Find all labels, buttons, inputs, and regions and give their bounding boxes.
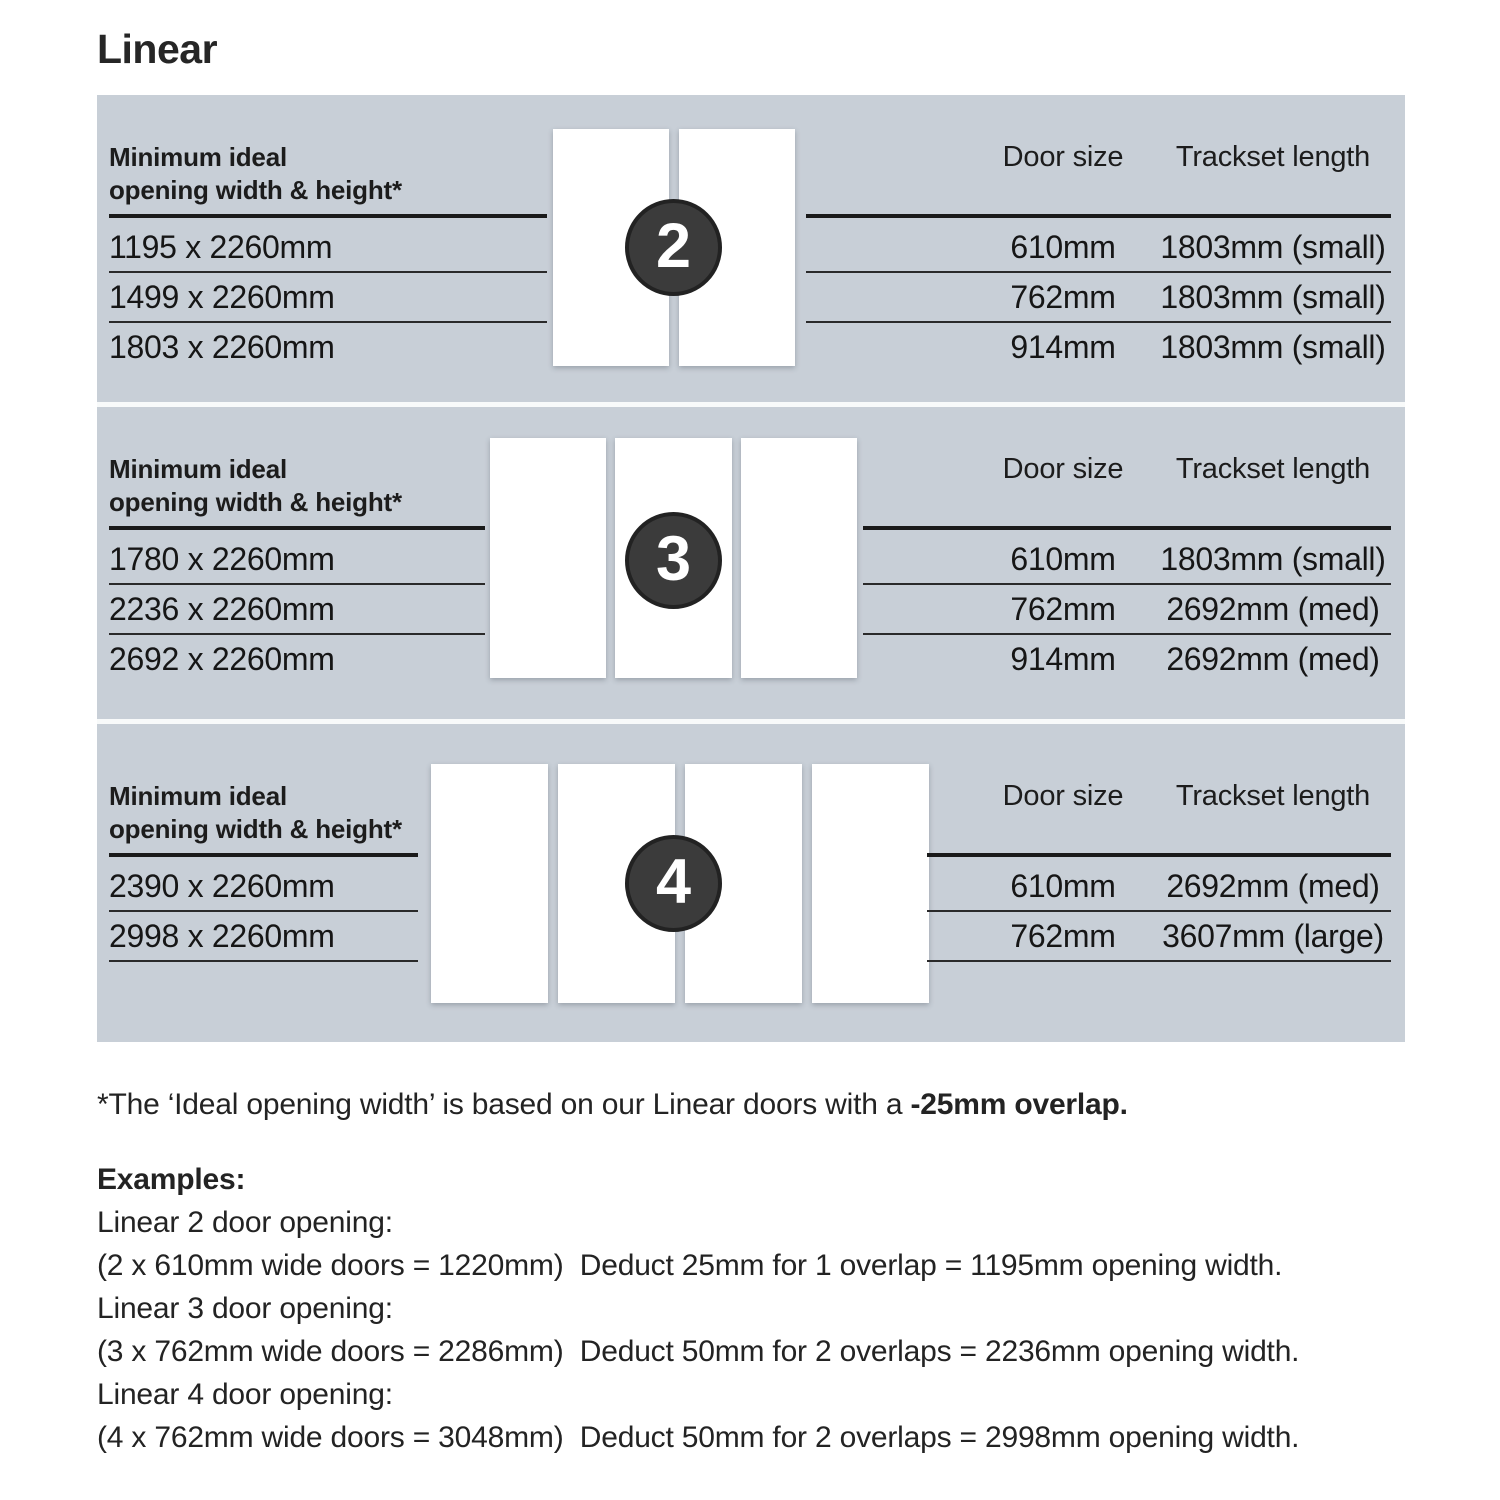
opening-row: 1499 x 2260mm <box>109 273 547 323</box>
trackset-value: 1803mm (small) <box>1160 540 1386 577</box>
example-label: Linear 3 door opening: <box>97 1292 393 1325</box>
footnote <box>97 1088 1427 1122</box>
door-count-badge: 3 <box>625 512 722 609</box>
opening-row: 2692 x 2260mm <box>109 640 335 677</box>
trackset-value: 1803mm (small) <box>1160 228 1386 265</box>
size-table-header <box>927 780 1391 857</box>
opening-header-line1: Minimum ideal <box>109 142 287 172</box>
size-row <box>806 323 1391 371</box>
example-label: Linear 2 door opening: <box>97 1206 393 1239</box>
door-size-value: 610mm <box>1010 867 1116 904</box>
examples-block <box>97 1158 1457 1459</box>
section-2-door <box>97 95 1405 402</box>
opening-header-line1: Minimum ideal <box>109 454 287 484</box>
door-size-header: Door size <box>1002 141 1124 173</box>
size-table-header <box>806 141 1391 218</box>
door-size-value: 762mm <box>1010 590 1116 627</box>
example-calc: (3 x 762mm wide doors = 2286mm) Deduct 50mm for 2 overlaps = 2236mm opening width. <box>97 1335 1300 1368</box>
opening-header-line2: opening width & height* <box>109 814 402 844</box>
door-size-value: 762mm <box>1010 278 1116 315</box>
opening-table-4-door <box>109 780 418 962</box>
trackset-header: Trackset length <box>1175 453 1371 485</box>
opening-table-header <box>109 141 547 218</box>
door-size-value: 610mm <box>1010 228 1116 265</box>
size-table-2-door <box>806 141 1391 371</box>
opening-row: 1195 x 2260mm <box>109 223 547 273</box>
size-row <box>927 912 1391 962</box>
opening-table-header <box>109 453 485 530</box>
door-size-value: 914mm <box>1010 640 1116 677</box>
trackset-value: 2692mm (med) <box>1166 867 1380 904</box>
opening-row: 2390 x 2260mm <box>109 862 418 912</box>
trackset-header: Trackset length <box>1175 780 1371 812</box>
opening-header-line2: opening width & height* <box>109 487 402 517</box>
opening-table-3-door <box>109 453 485 683</box>
opening-row: 1803 x 2260mm <box>109 328 335 365</box>
opening-table-2-door <box>109 141 547 371</box>
size-row <box>863 585 1391 635</box>
size-row <box>806 273 1391 323</box>
size-row <box>927 862 1391 912</box>
trackset-value: 1803mm (small) <box>1160 328 1386 365</box>
footnote-text: *The ‘Ideal opening width’ is based on our Linear doors with a <box>97 1088 911 1121</box>
door-size-header: Door size <box>1002 780 1124 812</box>
examples-heading: Examples: <box>97 1163 246 1196</box>
opening-table-header <box>109 780 418 857</box>
footnote-bold: -25mm overlap. <box>910 1088 1128 1121</box>
door-panel <box>490 438 606 678</box>
spec-panel <box>97 95 1405 1042</box>
door-size-value: 762mm <box>1010 917 1116 954</box>
page-title: Linear <box>97 26 218 72</box>
trackset-header: Trackset length <box>1175 141 1371 173</box>
trackset-value: 2692mm (med) <box>1166 590 1380 627</box>
trackset-value: 2692mm (med) <box>1166 640 1380 677</box>
opening-header-line1: Minimum ideal <box>109 781 287 811</box>
size-table-4-door <box>927 780 1391 962</box>
opening-row: 2236 x 2260mm <box>109 585 485 635</box>
example-calc: (4 x 762mm wide doors = 3048mm) Deduct 50mm for 2 overlaps = 2998mm opening width. <box>97 1421 1300 1454</box>
size-table-header <box>863 453 1391 530</box>
size-row <box>863 635 1391 683</box>
trackset-value: 3607mm (large) <box>1162 917 1384 954</box>
size-row <box>863 535 1391 585</box>
size-table-3-door <box>863 453 1391 683</box>
door-panel <box>741 438 857 678</box>
door-count-badge: 2 <box>625 199 722 296</box>
door-size-header: Door size <box>1002 453 1124 485</box>
door-panel <box>812 764 929 1003</box>
section-4-door <box>97 724 1405 1042</box>
size-row <box>806 223 1391 273</box>
door-size-value: 914mm <box>1010 328 1116 365</box>
opening-row: 1780 x 2260mm <box>109 535 485 585</box>
door-size-value: 610mm <box>1010 540 1116 577</box>
example-label: Linear 4 door opening: <box>97 1378 393 1411</box>
opening-row: 2998 x 2260mm <box>109 912 418 962</box>
opening-header-line2: opening width & height* <box>109 175 402 205</box>
section-3-door <box>97 407 1405 719</box>
door-count-badge: 4 <box>625 835 722 932</box>
door-panel <box>431 764 548 1003</box>
example-calc: (2 x 610mm wide doors = 1220mm) Deduct 25mm for 1 overlap = 1195mm opening width. <box>97 1249 1283 1282</box>
trackset-value: 1803mm (small) <box>1160 278 1386 315</box>
